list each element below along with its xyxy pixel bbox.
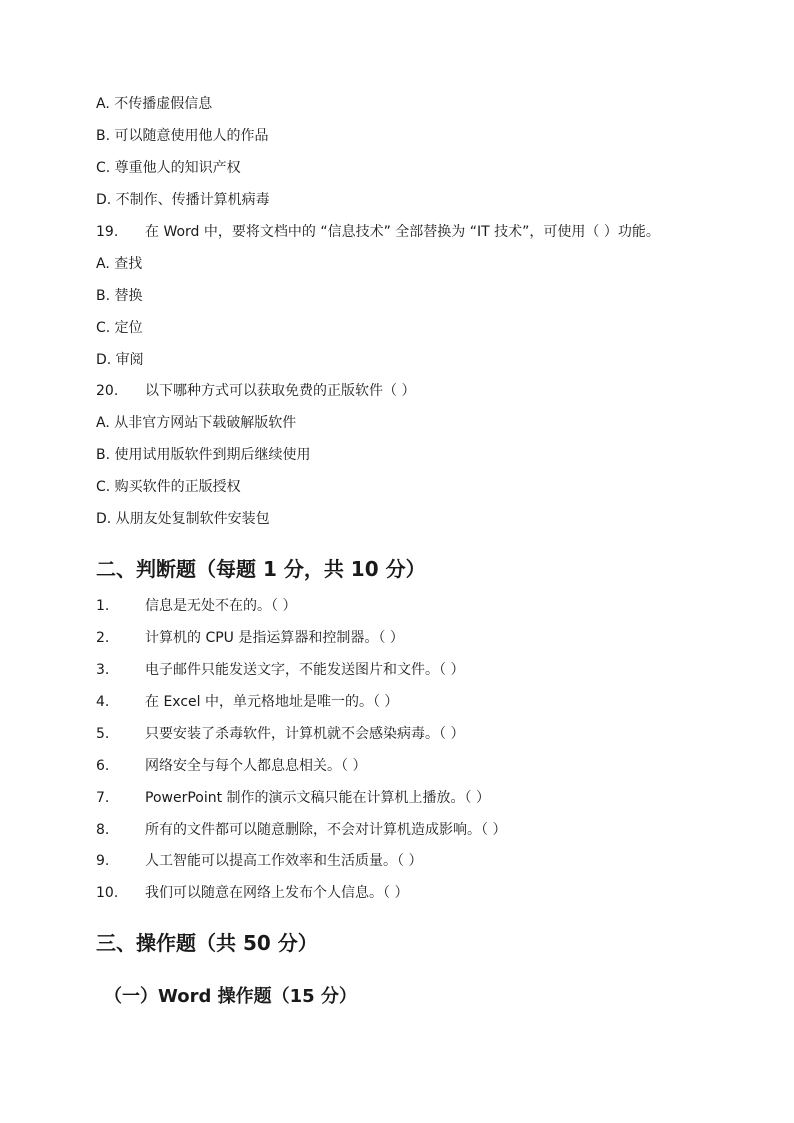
q19-option-b: B. 替换 (96, 288, 143, 304)
tf-item-number: 9. (96, 853, 110, 869)
q20-option-d: D. 从朋友处复制软件安装包 (96, 511, 270, 527)
q19-option-c: C. 定位 (96, 320, 143, 336)
q20-option-c: C. 购买软件的正版授权 (96, 479, 241, 495)
q20-text: 以下哪种方式可以获取免费的正版软件（ ） (145, 383, 416, 399)
tf-item-text: 在 Excel 中，单元格地址是唯一的。（ ） (145, 694, 399, 710)
q19-option-d: D. 审阅 (96, 352, 144, 368)
tf-item-text: 只要安装了杀毒软件，计算机就不会感染病毒。（ ） (145, 726, 465, 742)
tf-item-number: 8. (96, 822, 110, 838)
q18-option-c: C. 尊重他人的知识产权 (96, 160, 241, 176)
q20-option-a: A. 从非官方网站下载破解版软件 (96, 415, 297, 431)
tf-item-text: 电子邮件只能发送文字，不能发送图片和文件。（ ） (145, 662, 465, 678)
tf-item-number: 1. (96, 598, 110, 614)
tf-item-number: 10. (96, 885, 119, 901)
q18-option-d: D. 不制作、传播计算机病毒 (96, 192, 270, 208)
q20-number: 20. (96, 383, 119, 399)
tf-item-number: 2. (96, 630, 110, 646)
tf-item-text: PowerPoint 制作的演示文稿只能在计算机上播放。（ ） (145, 790, 490, 806)
q18-option-b: B. 可以随意使用他人的作品 (96, 128, 269, 144)
section-heading-true-false: 二、判断题（每题 1 分，共 10 分） (96, 557, 426, 581)
tf-item-number: 3. (96, 662, 110, 678)
q18-option-a: A. 不传播虚假信息 (96, 96, 213, 112)
tf-item-number: 4. (96, 694, 110, 710)
q19-option-a: A. 查找 (96, 256, 143, 272)
q19-number: 19. (96, 224, 119, 240)
q19-text: 在 Word 中，要将文档中的 “信息技术” 全部替换为 “IT 技术”，可使用（ ）功能。 (145, 224, 660, 240)
tf-item-number: 6. (96, 758, 110, 774)
tf-item-text: 计算机的 CPU 是指运算器和控制器。（ ） (145, 630, 404, 646)
tf-item-text: 信息是无处不在的。（ ） (145, 598, 297, 614)
tf-item-text: 所有的文件都可以随意删除，不会对计算机造成影响。（ ） (145, 822, 507, 838)
section-heading-operation: 三、操作题（共 50 分） (96, 931, 318, 955)
tf-item-text: 网络安全与每个人都息息相关。（ ） (145, 758, 367, 774)
tf-item-text: 我们可以随意在网络上发布个人信息。（ ） (145, 885, 409, 901)
q20-option-b: B. 使用试用版软件到期后继续使用 (96, 447, 311, 463)
tf-item-number: 7. (96, 790, 110, 806)
tf-item-text: 人工智能可以提高工作效率和生活质量。（ ） (145, 853, 423, 869)
tf-item-number: 5. (96, 726, 110, 742)
subsection-heading-word: （一）Word 操作题（15 分） (104, 986, 357, 1007)
